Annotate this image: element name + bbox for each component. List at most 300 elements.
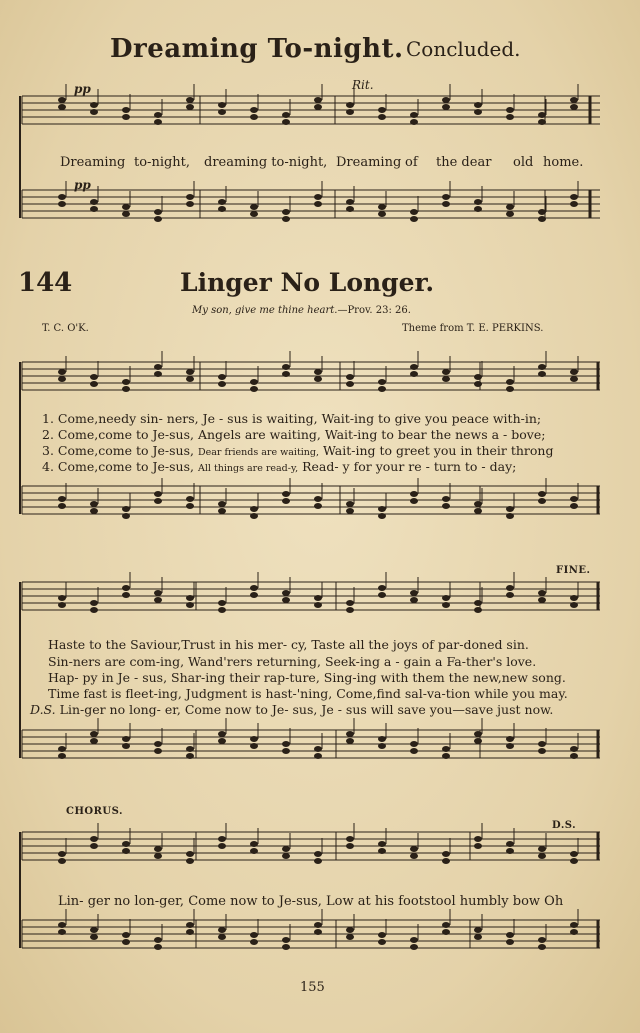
note-head	[570, 104, 578, 110]
note-head	[410, 597, 418, 603]
note-head	[186, 858, 194, 864]
note-head	[250, 848, 258, 854]
note-head	[218, 102, 226, 108]
note-head	[218, 501, 226, 507]
note-head	[58, 201, 66, 207]
note-head	[58, 753, 66, 759]
note-head	[538, 741, 546, 747]
note-head	[154, 846, 162, 852]
note-head	[218, 607, 226, 613]
note-head	[186, 595, 194, 601]
note-head	[154, 491, 162, 497]
note-head	[442, 503, 450, 509]
note-head	[186, 97, 194, 103]
note-head	[314, 602, 322, 608]
note-head	[250, 386, 258, 392]
note-head	[154, 853, 162, 859]
note-head	[250, 592, 258, 598]
note-head	[538, 590, 546, 596]
note-head	[186, 929, 194, 935]
note-head	[474, 600, 482, 606]
hymn1-suffix: Concluded.	[406, 37, 521, 61]
note-head	[474, 508, 482, 514]
note-head	[58, 595, 66, 601]
note-head	[282, 498, 290, 504]
chorus-lyric: Lin- ger no lon-ger, Come now to Je-sus, Low at his footstool humbly bow Oh	[58, 894, 564, 909]
note-head	[378, 592, 386, 598]
note-head	[346, 731, 354, 737]
note-head	[282, 937, 290, 943]
note-head	[378, 932, 386, 938]
note-head	[474, 927, 482, 933]
verse-number: 4.	[42, 459, 54, 474]
note-head	[442, 104, 450, 110]
note-head	[122, 743, 130, 749]
note-head	[154, 590, 162, 596]
note-head	[538, 364, 546, 370]
note-head	[410, 748, 418, 754]
note-head	[442, 595, 450, 601]
note-head	[506, 932, 514, 938]
note-head	[250, 114, 258, 120]
note-head	[122, 211, 130, 217]
note-head	[346, 934, 354, 940]
note-head	[282, 590, 290, 596]
note-head	[378, 386, 386, 392]
note-head	[506, 848, 514, 854]
note-head	[378, 736, 386, 742]
note-head	[282, 119, 290, 125]
note-head	[186, 922, 194, 928]
verse-part: Wait-ing to greet you in their throng	[323, 443, 554, 458]
note-head	[122, 386, 130, 392]
note-head	[154, 364, 162, 370]
note-head	[506, 743, 514, 749]
note-head	[218, 508, 226, 514]
note-head	[90, 109, 98, 115]
note-head	[186, 201, 194, 207]
note-head	[314, 194, 322, 200]
note-head	[154, 112, 162, 118]
note-head	[442, 922, 450, 928]
note-head	[506, 379, 514, 385]
note-head	[314, 929, 322, 935]
note-head	[218, 843, 226, 849]
note-head	[506, 592, 514, 598]
verse-number: 1.	[42, 411, 54, 426]
note-head	[570, 602, 578, 608]
note-head	[218, 738, 226, 744]
note-head	[442, 851, 450, 857]
note-head	[314, 595, 322, 601]
note-head	[474, 934, 482, 940]
note-head	[218, 381, 226, 387]
note-head	[410, 491, 418, 497]
note-head	[186, 753, 194, 759]
note-head	[282, 371, 290, 377]
fine-label: FINE.	[556, 565, 591, 576]
note-head	[506, 585, 514, 591]
note-head	[90, 102, 98, 108]
note-head	[506, 513, 514, 519]
note-head	[378, 939, 386, 945]
note-head	[314, 746, 322, 752]
note-head	[442, 496, 450, 502]
note-head	[122, 513, 130, 519]
chorus-label: CHORUS.	[66, 806, 123, 817]
note-head	[250, 513, 258, 519]
hymn1-lyric-1: Dreaming	[60, 155, 126, 170]
note-head	[570, 858, 578, 864]
note-head	[410, 944, 418, 950]
note-head	[474, 607, 482, 613]
note-head	[250, 939, 258, 945]
note-head	[122, 939, 130, 945]
note-head	[314, 201, 322, 207]
note-head	[250, 107, 258, 113]
note-head	[410, 364, 418, 370]
note-head	[314, 97, 322, 103]
note-head	[410, 741, 418, 747]
note-head	[538, 209, 546, 215]
note-head	[346, 508, 354, 514]
note-head	[90, 381, 98, 387]
note-head	[90, 508, 98, 514]
note-head	[378, 743, 386, 749]
note-head	[378, 841, 386, 847]
note-head	[474, 199, 482, 205]
note-head	[538, 498, 546, 504]
note-head	[58, 104, 66, 110]
hymn1-title: Dreaming To-night.	[110, 34, 404, 64]
note-head	[250, 204, 258, 210]
page-number: 155	[300, 980, 325, 995]
note-head	[442, 753, 450, 759]
note-head	[474, 501, 482, 507]
note-head	[58, 929, 66, 935]
note-head	[346, 501, 354, 507]
note-head	[90, 607, 98, 613]
note-head	[154, 371, 162, 377]
verse-part: Je - sus is waiting,	[202, 411, 318, 426]
note-head	[474, 102, 482, 108]
note-head	[442, 369, 450, 375]
note-head	[346, 374, 354, 380]
note-head	[570, 851, 578, 857]
note-head	[538, 944, 546, 950]
note-head	[538, 846, 546, 852]
note-head	[506, 211, 514, 217]
hymn1-dynamic-top: pp	[74, 82, 91, 96]
verse-1	[42, 411, 541, 426]
note-head	[314, 858, 322, 864]
note-head	[58, 602, 66, 608]
note-head	[346, 843, 354, 849]
note-head	[250, 743, 258, 749]
note-head	[442, 194, 450, 200]
verse-part: Come,come to Je-sus,	[57, 459, 194, 474]
note-head	[282, 364, 290, 370]
note-head	[346, 199, 354, 205]
note-head	[314, 503, 322, 509]
note-head	[90, 738, 98, 744]
note-head	[218, 927, 226, 933]
hymn2-number: 144	[18, 268, 73, 298]
note-head	[378, 379, 386, 385]
note-head	[218, 836, 226, 842]
note-head	[378, 848, 386, 854]
note-head	[474, 381, 482, 387]
hymn1-lyric-2: to-night,	[134, 155, 191, 170]
verse-part: Wait-ing to bear the news a - bove;	[324, 427, 546, 442]
verse-part: Come,needy sin- ners,	[57, 411, 199, 426]
hymn2-author: T. C. O'K.	[42, 323, 89, 334]
chorus-ds: D.S.	[552, 820, 577, 831]
note-head	[282, 597, 290, 603]
note-head	[250, 211, 258, 217]
note-head	[442, 858, 450, 864]
note-head	[122, 585, 130, 591]
note-head	[410, 498, 418, 504]
hymn1-lyric-4: Dreaming	[336, 155, 402, 170]
note-head	[186, 602, 194, 608]
note-head	[378, 585, 386, 591]
note-head	[90, 934, 98, 940]
note-head	[250, 932, 258, 938]
verse-4	[42, 459, 516, 474]
note-head	[314, 922, 322, 928]
hymn2-title: Linger No Longer.	[180, 268, 435, 297]
note-head	[90, 927, 98, 933]
note-head	[154, 937, 162, 943]
note-head	[122, 107, 130, 113]
verse-number: 2.	[42, 427, 54, 442]
note-head	[186, 746, 194, 752]
note-head	[346, 927, 354, 933]
note-head	[410, 112, 418, 118]
note-head	[538, 748, 546, 754]
note-head	[346, 109, 354, 115]
note-head	[346, 381, 354, 387]
note-head	[506, 506, 514, 512]
note-head	[442, 746, 450, 752]
note-head	[538, 597, 546, 603]
note-head	[122, 848, 130, 854]
note-head	[506, 204, 514, 210]
note-head	[474, 843, 482, 849]
note-head	[154, 748, 162, 754]
note-head	[506, 107, 514, 113]
hymn1-dynamic-bottom: pp	[74, 178, 91, 192]
note-head	[122, 932, 130, 938]
note-head	[314, 104, 322, 110]
note-head	[250, 841, 258, 847]
note-head	[378, 211, 386, 217]
note-head	[250, 736, 258, 742]
note-head	[442, 602, 450, 608]
note-head	[570, 201, 578, 207]
note-head	[90, 843, 98, 849]
note-head	[474, 731, 482, 737]
note-head	[570, 376, 578, 382]
note-head	[570, 503, 578, 509]
note-head	[442, 376, 450, 382]
note-head	[410, 119, 418, 125]
note-head	[346, 738, 354, 744]
note-head	[282, 741, 290, 747]
note-head	[538, 853, 546, 859]
note-head	[90, 199, 98, 205]
note-head	[378, 107, 386, 113]
hymn1-lyric-5: of	[405, 155, 418, 170]
note-head	[506, 939, 514, 945]
note-head	[410, 846, 418, 852]
note-head	[410, 209, 418, 215]
note-head	[282, 491, 290, 497]
note-head	[122, 114, 130, 120]
note-head	[58, 858, 66, 864]
note-head	[186, 369, 194, 375]
note-head	[250, 585, 258, 591]
note-head	[154, 216, 162, 222]
verse-part: Angels are waiting,	[197, 427, 321, 442]
note-head	[122, 506, 130, 512]
note-head	[154, 498, 162, 504]
note-head	[58, 97, 66, 103]
note-head	[58, 851, 66, 857]
note-head	[122, 592, 130, 598]
note-head	[570, 496, 578, 502]
note-head	[506, 841, 514, 847]
note-head	[378, 114, 386, 120]
sys2-line-4: Time fast is fleet-ing, Judgment is hast-'ning, Come,find sal-va-tion while you may.	[48, 686, 568, 701]
note-head	[538, 371, 546, 377]
note-head	[570, 97, 578, 103]
note-head	[122, 841, 130, 847]
note-head	[442, 97, 450, 103]
note-head	[346, 102, 354, 108]
note-head	[58, 369, 66, 375]
hymn1-rit: Rit.	[352, 78, 374, 92]
note-head	[282, 748, 290, 754]
note-head	[378, 204, 386, 210]
hymn1-lyric-8: home.	[543, 155, 584, 170]
note-head	[506, 114, 514, 120]
note-head	[58, 376, 66, 382]
verse-part: Read- y for your re - turn to - day;	[302, 459, 517, 474]
note-head	[250, 506, 258, 512]
note-head	[90, 836, 98, 842]
note-head	[410, 853, 418, 859]
note-head	[570, 753, 578, 759]
note-head	[282, 209, 290, 215]
note-head	[218, 374, 226, 380]
note-head	[538, 112, 546, 118]
ds-label: D.S.	[30, 702, 56, 717]
note-head	[474, 206, 482, 212]
note-head	[570, 746, 578, 752]
note-head	[186, 503, 194, 509]
note-head	[346, 206, 354, 212]
hymn1-lyric-7: old	[513, 155, 534, 170]
note-head	[58, 496, 66, 502]
note-head	[154, 597, 162, 603]
verse-part: Dear friends are waiting,	[197, 447, 320, 458]
note-head	[346, 600, 354, 606]
note-head	[282, 853, 290, 859]
note-head	[186, 376, 194, 382]
note-head	[186, 194, 194, 200]
note-head	[538, 491, 546, 497]
note-head	[410, 216, 418, 222]
note-head	[58, 194, 66, 200]
note-head	[122, 204, 130, 210]
note-head	[90, 374, 98, 380]
note-head	[58, 922, 66, 928]
note-head	[58, 503, 66, 509]
hymn1-lyric-3: dreaming to-night,	[204, 155, 328, 170]
note-head	[186, 496, 194, 502]
note-head	[154, 209, 162, 215]
note-head	[90, 501, 98, 507]
note-head	[378, 506, 386, 512]
note-head	[218, 206, 226, 212]
ds-lyric: Lin-ger no long- er, Come now to Je- sus, Je - sus will save you—save just now.	[59, 702, 554, 717]
epigraph-ref: —Prov. 23: 26.	[337, 305, 411, 316]
verse-3	[42, 443, 553, 458]
note-head	[314, 753, 322, 759]
note-head	[538, 937, 546, 943]
note-head	[282, 112, 290, 118]
note-head	[538, 216, 546, 222]
sys2-line-3: Hap- py in Je - sus, Shar-ing their rap-ture, Sing-ing with them the new,new song.	[48, 670, 566, 685]
verse-part: Come,come to Je-sus,	[57, 427, 194, 442]
verse-part: Wait-ing to give you peace with-in;	[321, 411, 542, 426]
note-head	[218, 109, 226, 115]
note-head	[186, 104, 194, 110]
hymn2-epigraph	[192, 305, 411, 316]
note-head	[218, 600, 226, 606]
note-head	[186, 851, 194, 857]
note-head	[122, 736, 130, 742]
note-head	[410, 590, 418, 596]
note-head	[474, 374, 482, 380]
sys2-line-2: Sin-ners are com-ing, Wand'rers returning, Seek-ing a - gain a Fa-ther's love.	[48, 654, 537, 669]
note-head	[282, 846, 290, 852]
note-head	[282, 216, 290, 222]
note-head	[314, 376, 322, 382]
verse-number: 3.	[42, 443, 54, 458]
note-head	[570, 922, 578, 928]
note-head	[570, 595, 578, 601]
note-head	[58, 746, 66, 752]
note-head	[570, 369, 578, 375]
note-head	[90, 206, 98, 212]
note-head	[570, 194, 578, 200]
verse-part: All things are read-y,	[197, 463, 299, 474]
verse-part: Come,come to Je-sus,	[57, 443, 194, 458]
note-head	[442, 929, 450, 935]
note-head	[90, 731, 98, 737]
note-head	[154, 944, 162, 950]
note-head	[90, 600, 98, 606]
note-head	[154, 741, 162, 747]
note-head	[506, 386, 514, 392]
hymn1-lyric-6: the dear	[436, 155, 492, 170]
note-head	[154, 119, 162, 125]
note-head	[218, 934, 226, 940]
note-head	[218, 731, 226, 737]
